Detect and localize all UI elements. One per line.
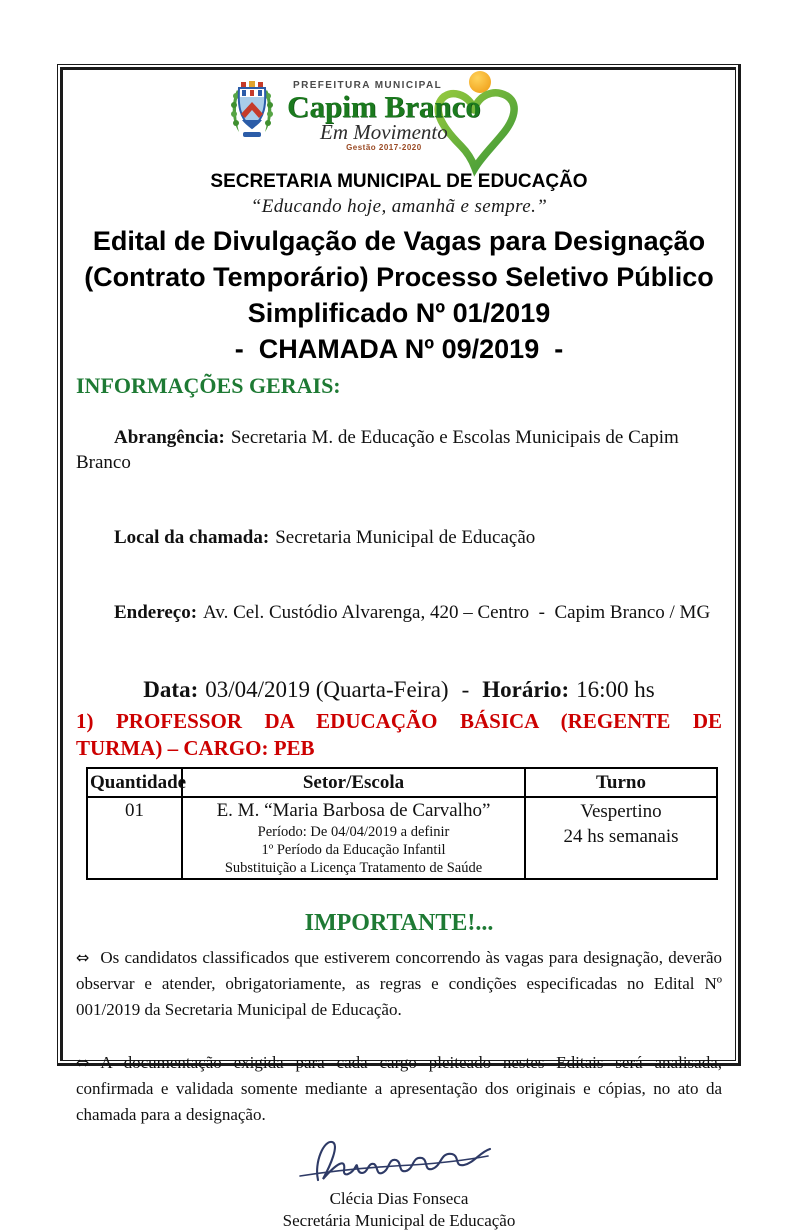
- table-header-row: [87, 768, 717, 797]
- signer-name: Clécia Dias Fonseca: [329, 1189, 469, 1208]
- motto-quote: “Educando hoje, amanhã e sempre.”: [250, 196, 548, 217]
- info-value: Av. Cel. Custódio Alvarenga, 420 – Centro - Capim Branco / MG: [203, 602, 711, 623]
- shift-hours: 24 hs semanais: [563, 826, 679, 847]
- city-motto: Em Movimento: [320, 120, 448, 144]
- cargo-heading-line-2: TURMA) – CARGO: PEB: [76, 736, 315, 760]
- info-label: Endereço:: [114, 602, 198, 623]
- signer-role: Secretária Municipal de Educação: [282, 1211, 516, 1230]
- double-arrow-icon: ⇔: [76, 1053, 90, 1072]
- vacancy-table: [86, 767, 718, 880]
- school-detail: Período: De 04/04/2019 a definir: [257, 824, 450, 840]
- header-quantidade: Quantidade: [87, 768, 182, 797]
- cell-quantidade: 01: [87, 797, 182, 879]
- info-gerais-heading: INFORMAÇÕES GERAIS:: [76, 373, 341, 398]
- schedule-separator: -: [461, 677, 470, 702]
- paragraph-text: Os candidatos classificados que estiverem concorrendo às vagas para designação, deverão observar e atender, obrigatoriamente, as regras e condições especificadas no Edital Nº 001/2019 da Secretaria Municipal de Educação.: [76, 948, 722, 1019]
- importante-heading: IMPORTANTE!...: [304, 910, 494, 936]
- city-name: Capim Branco: [287, 89, 481, 124]
- signature-block: [76, 1132, 722, 1232]
- important-paragraph-2: [76, 1050, 722, 1128]
- double-arrow-icon: ⇔: [76, 948, 90, 967]
- header-setor-escola: Setor/Escola: [182, 768, 525, 797]
- header-turno: Turno: [525, 768, 717, 797]
- info-endereco: [76, 575, 722, 650]
- data-value: 03/04/2019 (Quarta-Feira): [205, 677, 449, 702]
- horario-value: 16:00 hs: [576, 677, 655, 702]
- secretaria-title: SECRETARIA MUNICIPAL DE EDUCAÇÃO: [210, 171, 588, 192]
- document-outer-frame: [57, 64, 741, 1230]
- schedule-line: [76, 675, 722, 705]
- info-abrangencia: [76, 400, 722, 500]
- gestao-label: Gestão 2017-2020: [346, 143, 422, 152]
- document-inner-frame: [60, 67, 736, 1230]
- info-label: Local da chamada:: [114, 527, 270, 548]
- edital-title: [76, 223, 722, 367]
- horario-label: Horário:: [482, 677, 570, 702]
- info-label: Abrangência:: [114, 427, 225, 448]
- table-row: [87, 797, 717, 879]
- title-line-3: Simplificado Nº 01/2019: [247, 298, 551, 328]
- school-detail: Substituição a Licença Tratamento de Saúde: [224, 860, 483, 876]
- cell-turno: [525, 797, 717, 879]
- school-name: E. M. “Maria Barbosa de Carvalho”: [216, 800, 491, 821]
- title-line-2: (Contrato Temporário) Processo Seletivo Público: [84, 262, 714, 292]
- cell-setor-escola: [182, 797, 525, 879]
- paragraph-text: A documentação exigida para cada cargo pleiteado nestes Editais será analisada, confirmada e validada somente mediante a apresentação dos originais e cópias, no ato da chamada para a designação.: [76, 1053, 722, 1124]
- logo-text-block: [287, 80, 481, 152]
- info-local: [76, 500, 722, 575]
- school-detail: 1º Período da Educação Infantil: [261, 842, 446, 858]
- prefeitura-label: PREFEITURA MUNICIPAL: [293, 80, 443, 91]
- shift-name: Vespertino: [580, 801, 662, 822]
- municipality-logo: [229, 78, 569, 166]
- chamada-line: - CHAMADA Nº 09/2019 -: [234, 334, 564, 364]
- handwritten-signature-icon: [292, 1132, 507, 1188]
- important-paragraph-1: [76, 945, 722, 1023]
- info-value: Secretaria M. de Educação e Escolas Municipais de Capim Branco: [76, 427, 684, 473]
- title-line-1: Edital de Divulgação de Vagas para Designação: [92, 226, 706, 256]
- info-value: Secretaria Municipal de Educação: [275, 527, 536, 548]
- coat-of-arms-icon: [229, 80, 275, 144]
- data-label: Data:: [143, 677, 199, 702]
- cargo-heading-line-1: 1) PROFESSOR DA EDUCAÇÃO BÁSICA (REGENTE DE: [76, 709, 722, 733]
- cargo-heading: [76, 708, 722, 762]
